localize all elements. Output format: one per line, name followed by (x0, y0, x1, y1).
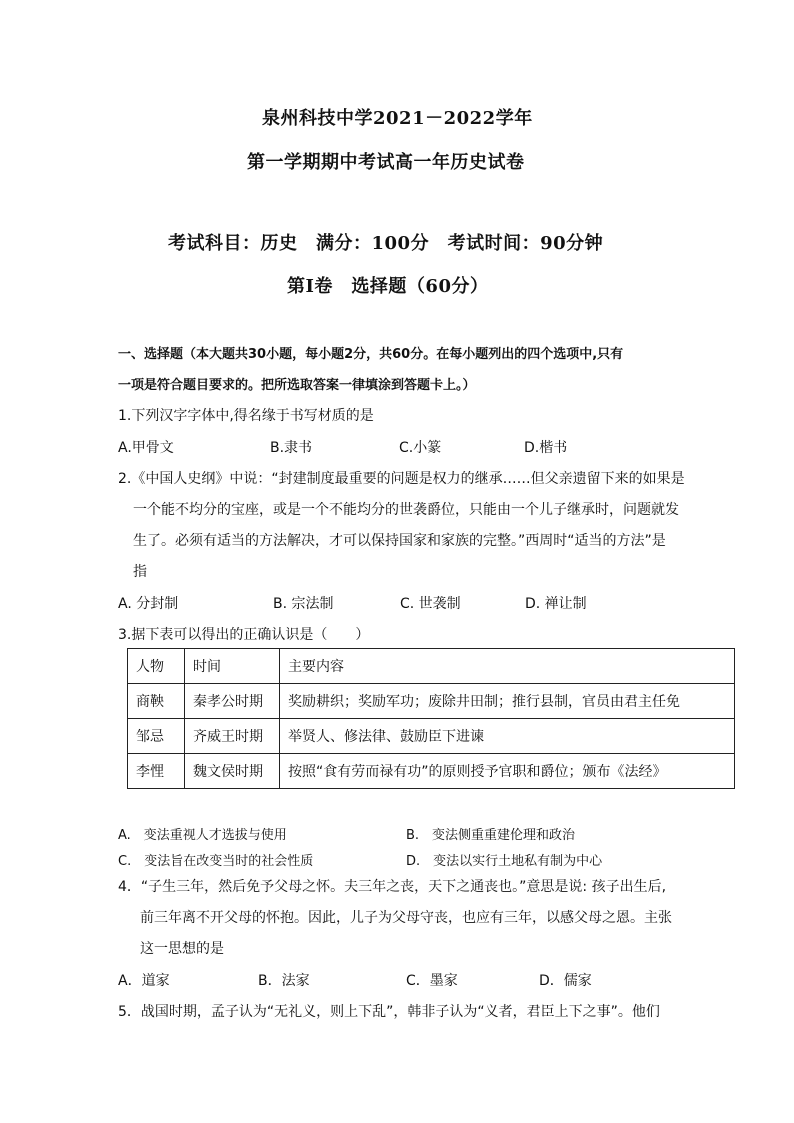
question-4-option-c: C．墨家 (406, 973, 458, 989)
question-3-option-c: C. 变法旨在改变当时的社会性质 (118, 854, 314, 869)
table-row (128, 719, 735, 754)
table-cell: 魏文侯时期 (185, 754, 280, 789)
question-2-line-1: 2.《中国人史纲》中说：“封建制度最重要的问题是权力的继承……但父亲遗留下来的如果是 (118, 471, 685, 487)
question-2-line-4: 指 (133, 564, 147, 580)
question-1-stem: 1.下列汉字字体中,得名缘于书写材质的是 (118, 408, 374, 424)
question-3-option-d: D. 变法以实行土地私有制为中心 (406, 854, 603, 869)
question-4-line-2: 前三年离不开父母的怀抱。因此，儿子为父母守丧，也应有三年，以感父母之恩。主张 (140, 910, 672, 926)
table-cell: 李悝 (128, 754, 185, 789)
question-2-option-b: B. 宗法制 (273, 596, 334, 612)
question-1-option-a: A.甲骨文 (118, 440, 174, 456)
question-4-line-3: 这一思想的是 (140, 941, 224, 957)
table-cell: 秦孝公时期 (185, 684, 280, 719)
section-title: 第Ⅰ卷 选择题（60分） (287, 276, 489, 297)
question-3-option-b: B. 变法侧重重建伦理和政治 (406, 828, 576, 843)
table-cell: 举贤人、修法律、鼓励臣下进谏 (280, 719, 735, 754)
question-1-option-d: D.楷书 (524, 440, 568, 456)
table-header-row (128, 649, 735, 684)
table-cell: 奖励耕织；奖励军功；废除井田制；推行县制，官员由君主任免 (280, 684, 735, 719)
table-header-cell: 主要内容 (280, 649, 735, 684)
question-4-line-1: 4．“子生三年，然后免予父母之怀。夫三年之丧，天下之通丧也。”意思是说: 孩子出生后, (118, 879, 667, 895)
table-row (128, 754, 735, 789)
table-cell: 商鞅 (128, 684, 185, 719)
table-row (128, 684, 735, 719)
question-3-option-a: A. 变法重视人才选拔与使用 (118, 828, 287, 843)
page-subtitle: 第一学期期中考试高一年历史试卷 (247, 152, 525, 173)
reform-table (127, 648, 735, 789)
table-cell: 邹忌 (128, 719, 185, 754)
question-2-line-3: 生了。必须有适当的方法解决，才可以保持国家和家族的完整。”西周时“适当的方法”是 (133, 533, 666, 549)
question-2-option-c: C. 世袭制 (400, 596, 461, 612)
table-header-cell: 时间 (185, 649, 280, 684)
exam-info: 考试科目：历史 满分：100分 考试时间：90分钟 (168, 233, 604, 254)
instructions-line-2: 一项是符合题目要求的。把所选取答案一律填涂到答题卡上。） (118, 378, 476, 393)
question-2-line-2: 一个能不均分的宝座，或是一个不能均分的世袭爵位，只能由一个儿子继承时，问题就发 (133, 502, 679, 518)
instructions-line-1: 一、选择题（本大题共30小题，每小题2分，共60分。在每小题列出的四个选项中,只有 (118, 347, 624, 362)
question-1-option-b: B.隶书 (270, 440, 313, 456)
question-2-option-a: A. 分封制 (118, 596, 179, 612)
question-4-option-d: D．儒家 (539, 973, 592, 989)
table-cell: 齐威王时期 (185, 719, 280, 754)
table-cell: 按照“食有劳而禄有功”的原则授予官职和爵位；颁布《法经》 (280, 754, 735, 789)
table-header-cell: 人物 (128, 649, 185, 684)
question-5-line-1: 5．战国时期，孟子认为“无礼义，则上下乱”，韩非子认为“义者，君臣上下之事”。他们 (118, 1004, 660, 1020)
question-3-stem: 3.据下表可以得出的正确认识是（ ） (118, 627, 370, 643)
question-4-option-b: B．法家 (258, 973, 310, 989)
page-title: 泉州科技中学2021－2022学年 (262, 108, 533, 129)
question-1-option-c: C.小篆 (399, 440, 442, 456)
question-2-option-d: D. 禅让制 (525, 596, 587, 612)
question-4-option-a: A．道家 (118, 973, 170, 989)
